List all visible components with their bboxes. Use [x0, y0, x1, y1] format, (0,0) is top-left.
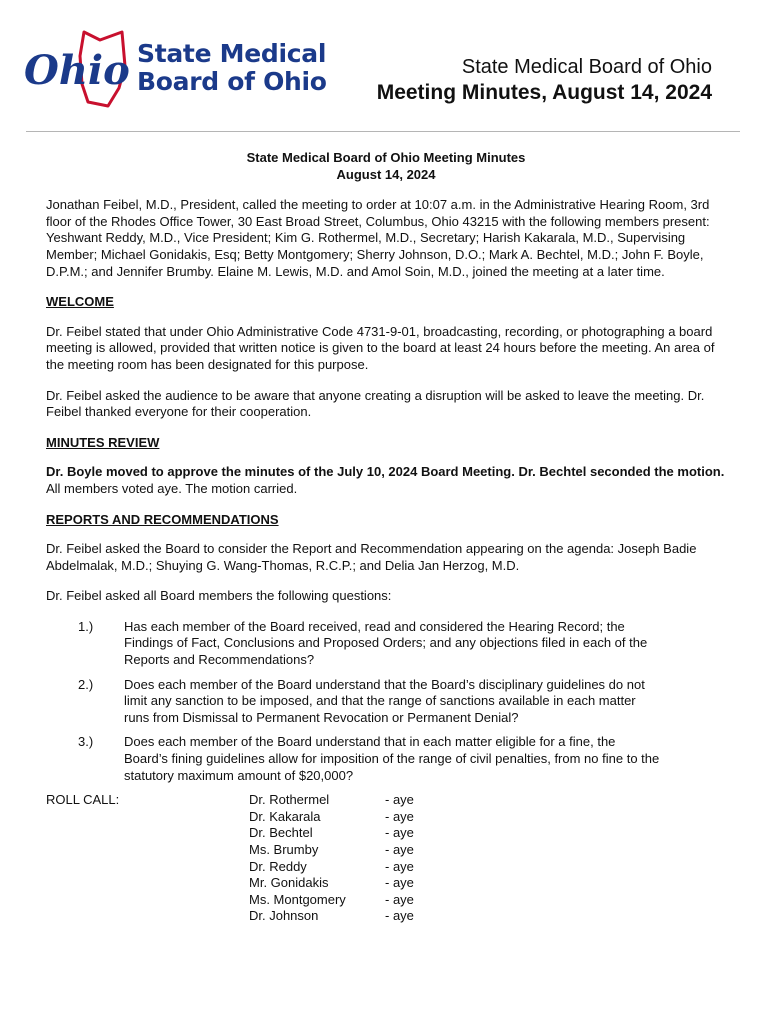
reports-paragraph-2: Dr. Feibel asked all Board members the following questions: [46, 588, 392, 604]
member-name: Dr. Bechtel [249, 825, 313, 841]
doc-title: State Medical Board of Ohio Meeting Minutes [246, 150, 526, 165]
doc-date: August 14, 2024 [336, 166, 436, 182]
member-name: Dr. Reddy [249, 858, 307, 874]
member-name: Ms. Brumby [249, 842, 319, 857]
question-item [46, 619, 726, 669]
logo-line-1: State Medical [137, 39, 327, 68]
member-vote: - aye [385, 792, 414, 808]
question-number: 2.) [78, 676, 94, 692]
intro-paragraph: Jonathan Feibel, M.D., President, called the meeting to order at 10:07 a.m. in the Administrative Hearing Room, 3rd floor of the Rhodes Office Tower, 30 East Broad Street, Columbus, Ohio 43215 with the following members present: Yeshwant Reddy, M.D., Vice President; Kim G. Rothermel, M.D., Secretary; Harish Kakarala, M.D., Supervising Member; Michael Gonidakis, Esq; Betty Montgomery; Sherry Johnson, D.O.; Mark A. Bechtel, M.D.; John F. Boyle, D.P.M.; and Jennifer Brumby. Elaine M. Lewis, M.D. and Amol Soin, M.D., joined the meeting at a later time. [46, 197, 710, 279]
roll-call-row [249, 792, 414, 809]
reports-heading: REPORTS AND RECOMMENDATIONS [46, 511, 279, 527]
document-body [46, 150, 726, 925]
roll-call-row [249, 809, 414, 826]
question-item [46, 677, 726, 727]
question-number: 3.) [78, 734, 94, 750]
header-title: Meeting Minutes, August 14, 2024 [376, 81, 712, 104]
welcome-paragraph-1: Dr. Feibel stated that under Ohio Administrative Code 4731-9-01, broadcasting, recording, or photographing a board meeting is allowed, provided that written notice is given to the board at least 24 hours before the meeting. An area of the meeting room has been designated for this purpose. [46, 323, 715, 372]
minutes-review-heading: MINUTES REVIEW [46, 434, 160, 450]
member-vote: - aye [385, 808, 414, 824]
motion-result-text: All members voted aye. The motion carried. [46, 480, 298, 496]
welcome-paragraph-2: Dr. Feibel asked the audience to be aware that anyone creating a disruption will be asked to leave the meeting. Dr. Feibel thanked everyone for their cooperation. [46, 387, 705, 420]
member-vote: - aye [385, 842, 414, 857]
roll-call-row [249, 825, 414, 842]
question-item [46, 734, 726, 784]
roll-call-row [249, 842, 414, 859]
member-name: Dr. Rothermel [249, 792, 330, 808]
welcome-heading: WELCOME [46, 294, 114, 310]
member-vote: - aye [385, 858, 414, 874]
question-text: Does each member of the Board understand that in each matter eligible for a fine, the Board’s fining guidelines allow for imposition of the range of civil penalties, from no fine to the statutory maximum amount of $20,000? [124, 734, 660, 783]
member-name: Dr. Johnson [249, 908, 319, 924]
member-name: Ms. Montgomery [249, 891, 346, 907]
member-vote: - aye [385, 908, 414, 924]
roll-call-row [249, 859, 414, 876]
header-org-name: State Medical Board of Ohio [461, 56, 712, 78]
reports-paragraph-1: Dr. Feibel asked the Board to consider the Report and Recommendation appearing on the agenda: Joseph Badie Abdelmalak, M.D.; Shuying G. Wang-Thomas, R.C.P.; and Delia Jan Herzog, M.D. [46, 541, 697, 573]
question-text: Does each member of the Board understand that the Board’s disciplinary guidelines do not limit any sanction to be imposed, and that the range of sanctions available in each matter runs from Dismissal to Permanent Revocation or Permanent Denial? [124, 676, 645, 725]
roll-call-label: ROLL CALL: [46, 792, 120, 808]
header-divider [26, 131, 740, 132]
roll-call-table [249, 792, 414, 925]
member-vote: - aye [385, 875, 414, 891]
member-vote: - aye [385, 891, 414, 907]
roll-call-row [249, 875, 414, 892]
motion-bold-text: Dr. Boyle moved to approve the minutes of the July 10, 2024 Board Meeting. Dr. Bechtel seconded the motion. [46, 464, 725, 480]
logo-wordmark [137, 40, 327, 96]
member-name: Dr. Kakarala [249, 808, 321, 824]
roll-call-row [249, 892, 414, 909]
logo-line-2: Board of Ohio [137, 67, 327, 96]
member-name: Mr. Gonidakis [249, 875, 329, 891]
question-number: 1.) [78, 618, 94, 634]
question-text: Has each member of the Board received, read and considered the Hearing Record; the Findings of Fact, Conclusions and Proposed Orders; and any objections filed in each of the Reports and Recommendations? [124, 618, 648, 668]
logo-ohio-script: Ohio [24, 47, 130, 94]
roll-call [46, 792, 726, 925]
roll-call-row [249, 908, 414, 925]
member-vote: - aye [385, 825, 414, 841]
ohio-state-outline-icon [22, 26, 137, 118]
minutes-motion-paragraph [46, 464, 726, 497]
